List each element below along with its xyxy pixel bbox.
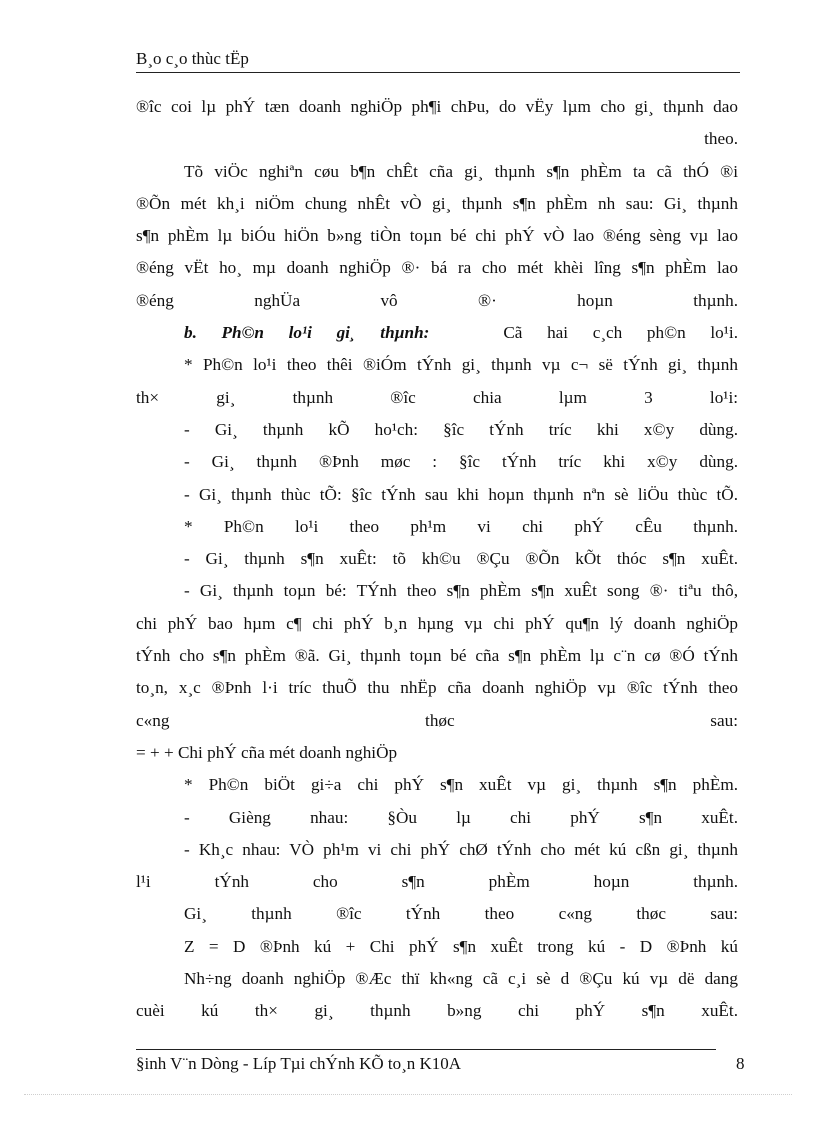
text-line: * Ph©n lo¹i theo thêi ®iÓm tÝnh gi¸ thµnh vµ c¬ së tÝnh gi¸ thµnh: [184, 355, 738, 375]
text-line: theo.: [704, 129, 738, 149]
page-header: [136, 48, 740, 73]
text-line: l¹i tÝnh cho s¶n phÈm hoµn thµnh.: [136, 872, 738, 892]
text-line: * Ph©n biÖt gi÷a chi phÝ s¶n xuÊt vµ gi¸ thµnh s¶n phÈm.: [184, 775, 738, 795]
text-line: to¸n, x¸c ®Þnh l·i tríc thuÕ thu nhËp cña doanh nghiÖp vµ ®îc tÝnh theo: [136, 678, 738, 698]
text-line: - Gi¸ thµnh s¶n xuÊt: tõ kh©u ®Çu ®Õn kÕt thóc s¶n xuÊt.: [184, 549, 738, 569]
text-line: Gi¸ thµnh ®îc tÝnh theo c«ng thøc sau:: [184, 904, 738, 924]
formula-line: = + + Chi phÝ cña mét doanh nghiÖp: [136, 742, 398, 762]
text-line: - Gi¸ thµnh toµn bé: TÝnh theo s¶n phÈm s¶n xuÊt song ®· tiªu thô,: [184, 581, 738, 601]
text-line: - Kh¸c nhau: VÒ ph¹m vi chi phÝ chØ tÝnh cho mét kú cßn gi¸ thµnh: [184, 839, 738, 859]
text-line: chi phÝ bao hµm c¶ chi phÝ b¸n hµng vµ chi phÝ qu¶n lý doanh nghiÖp: [136, 613, 738, 633]
text-line: s¶n phÈm lµ biÓu hiÖn b»ng tiÒn toµn bé chi phÝ vÒ lao ®éng sèng vµ lao: [136, 226, 738, 246]
text-line: - Gi¸ thµnh thùc tÕ: §îc tÝnh sau khi hoµn thµnh nªn sè liÖu thùc tÕ.: [184, 484, 738, 504]
text-line: tÝnh cho s¶n phÈm ®ã. Gi¸ thµnh toµn bé cña s¶n phÈm lµ c¨n cø ®Ó tÝnh: [136, 646, 738, 666]
text-line: th× gi¸ thµnh ®îc chia lµm 3 lo¹i:: [136, 387, 738, 407]
text-line: ®éng vËt ho¸ mµ doanh nghiÖp ®· bá ra cho mét khèi lîng s¶n phÈm lao: [136, 258, 738, 278]
text-line: Tõ viÖc nghiªn cøu b¶n chÊt cña gi¸ thµnh s¶n phÈm ta cã thÓ ®i: [184, 161, 738, 181]
text-line: c«ng thøc sau:: [136, 710, 738, 730]
text-line: cuèi kú th× gi¸ thµnh b»ng chi phÝ s¶n xuÊt.: [136, 1001, 738, 1021]
footer-rule: [136, 1049, 716, 1050]
text-line: - Gi¸ thµnh kÕ ho¹ch: §îc tÝnh tríc khi x©y dùng.: [184, 419, 738, 439]
text-line: ®éng nghÜa vô ®· hoµn thµnh.: [136, 290, 738, 310]
page-bottom-divider: [24, 1094, 792, 1095]
text-line: ®Õn mét kh¸i niÖm chung nhÊt vÒ gi¸ thµnh s¶n phÈm nh sau: Gi¸ thµnh: [136, 193, 738, 213]
footer-author: §inh V¨n Dòng - Líp Tµi chÝnh KÕ to¸n K10A: [136, 1054, 462, 1073]
text-line: - Gi¸ thµnh ®Þnh møc : §îc tÝnh tríc khi x©y dùng.: [184, 452, 738, 472]
section-b-text: Cã hai c¸ch ph©n lo¹i.: [503, 323, 738, 343]
section-heading-line: [136, 318, 738, 350]
text-line: * Ph©n lo¹i theo ph¹m vi chi phÝ cÊu thµnh.: [184, 516, 738, 536]
formula-line: Z = D ®Þnh kú + Chi phÝ s¶n xuÊt trong kú - D ®Þnh kú: [184, 936, 738, 956]
text-line: Nh÷ng doanh nghiÖp ®Æc thï kh«ng cã c¸i sè d ®Çu kú vµ dë dang: [184, 969, 738, 989]
document-body: [136, 92, 738, 1029]
text-line: - Gièng nhau: §Òu lµ chi phÝ s¶n xuÊt.: [184, 807, 738, 827]
text-line: ®îc coi lµ phÝ tæn doanh nghiÖp ph¶i chÞu, do vËy lµm cho gi¸ thµnh dao: [136, 97, 738, 116]
section-b-heading: b. Ph©n lo¹i gi¸ thµnh:: [184, 323, 430, 343]
header-title: B¸o c¸o thùc tËp: [136, 49, 249, 68]
page-number: 8: [736, 1054, 745, 1073]
